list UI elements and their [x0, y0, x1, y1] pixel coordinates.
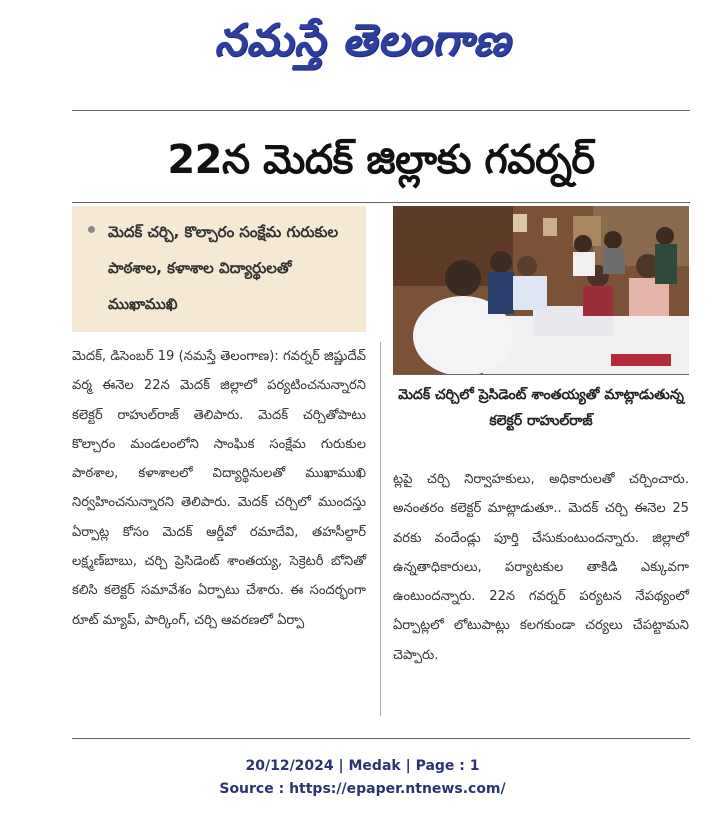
- headline-rule: [72, 202, 690, 203]
- masthead: నమస్తే తెలంగాణ: [214, 15, 511, 66]
- photo-caption: మెదక్ చర్చిలో ప్రెసిడెంట్ శాంతయ్యతో మాట్లాడుతున్న కలెక్టర్ రాహుల్‌రాజ్: [398, 387, 684, 429]
- headline: 22న మెదక్ జిల్లాకు గవర్నర్: [167, 137, 595, 183]
- bullet-icon: [88, 226, 95, 233]
- bullet-text: మెదక్ చర్చి, కొల్చారం సంక్షేమ గురుకుల పాఠశాల, కళాశాల విద్యార్థులతో ముఖాముఖి: [108, 223, 339, 313]
- footer-source-line: Source : https://epaper.ntnews.com/: [219, 781, 506, 797]
- article-column-left: [72, 342, 366, 635]
- bullet-box: [72, 206, 366, 332]
- top-rule: [72, 110, 690, 111]
- caption-rule: [393, 374, 689, 375]
- bottom-rule: [72, 738, 690, 739]
- article-column-right: [393, 465, 689, 670]
- news-photo-illustration: [393, 206, 689, 374]
- article-text-left: మెదక్, డిసెంబర్ 19 (నమస్తే తెలంగాణ): గవర్నర్ జిష్ణుదేవ్ వర్మ ఈనెల 22న మెదక్ జిల్లాలో పర్యటించనున్నారని కలెక్టర్ రాహుల్‌రాజ్ తెలిపారు. మెదక్ చర్చితోపాటు కొల్చారం మండలంలోని సాంఘిక సంక్షేమ గురుకుల పాఠశాల, కళాశాలలో విద్యార్థినులతో ముఖాముఖి నిర్వహించనున్నారని తెలిపారు. మెదక్ చర్చిలో ముందస్తు ఏర్పాట్ల కోసం మెదక్ ఆర్డీవో రమాదేవి, తహసీల్దార్ లక్ష్మణ్‌బాబు, చర్చి ప్రెసిడెంట్ శాంతయ్య, సెక్రెటరీ బోనితో కలిసి కలెక్టర్ సమావేశం ఏర్పాటు చేశారు. ఈ సందర్భంగా రూట్ మ్యాప్, పార్కింగ్, చర్చి ఆవరణలో ఏర్పా: [72, 349, 366, 628]
- column-separator: [380, 342, 381, 716]
- article-text-right: ట్లపై చర్చి నిర్వాహకులు, అధికారులతో చర్చించారు. అనంతరం కలెక్టర్ మాట్లాడుతూ.. మెదక్ చర్చి ఈనెల 25 వరకు వందేండ్లు పూర్తి చేసుకుంటుందన్నారు. జిల్లాలో ఉన్నతాధికారులు, పర్యాటకుల తాకిడి ఎక్కువగా ఉంటుందన్నారు. 22న గవర్నర్ పర్యటన నేపథ్యంలో ఏర్పాట్లలో లోటుపాట్లు కలగకుండా చర్యలు చేపట్టామని చెప్పారు.: [393, 472, 689, 663]
- footer-date-line: 20/12/2024 | Medak | Page : 1: [245, 758, 480, 774]
- news-photo: [393, 206, 689, 374]
